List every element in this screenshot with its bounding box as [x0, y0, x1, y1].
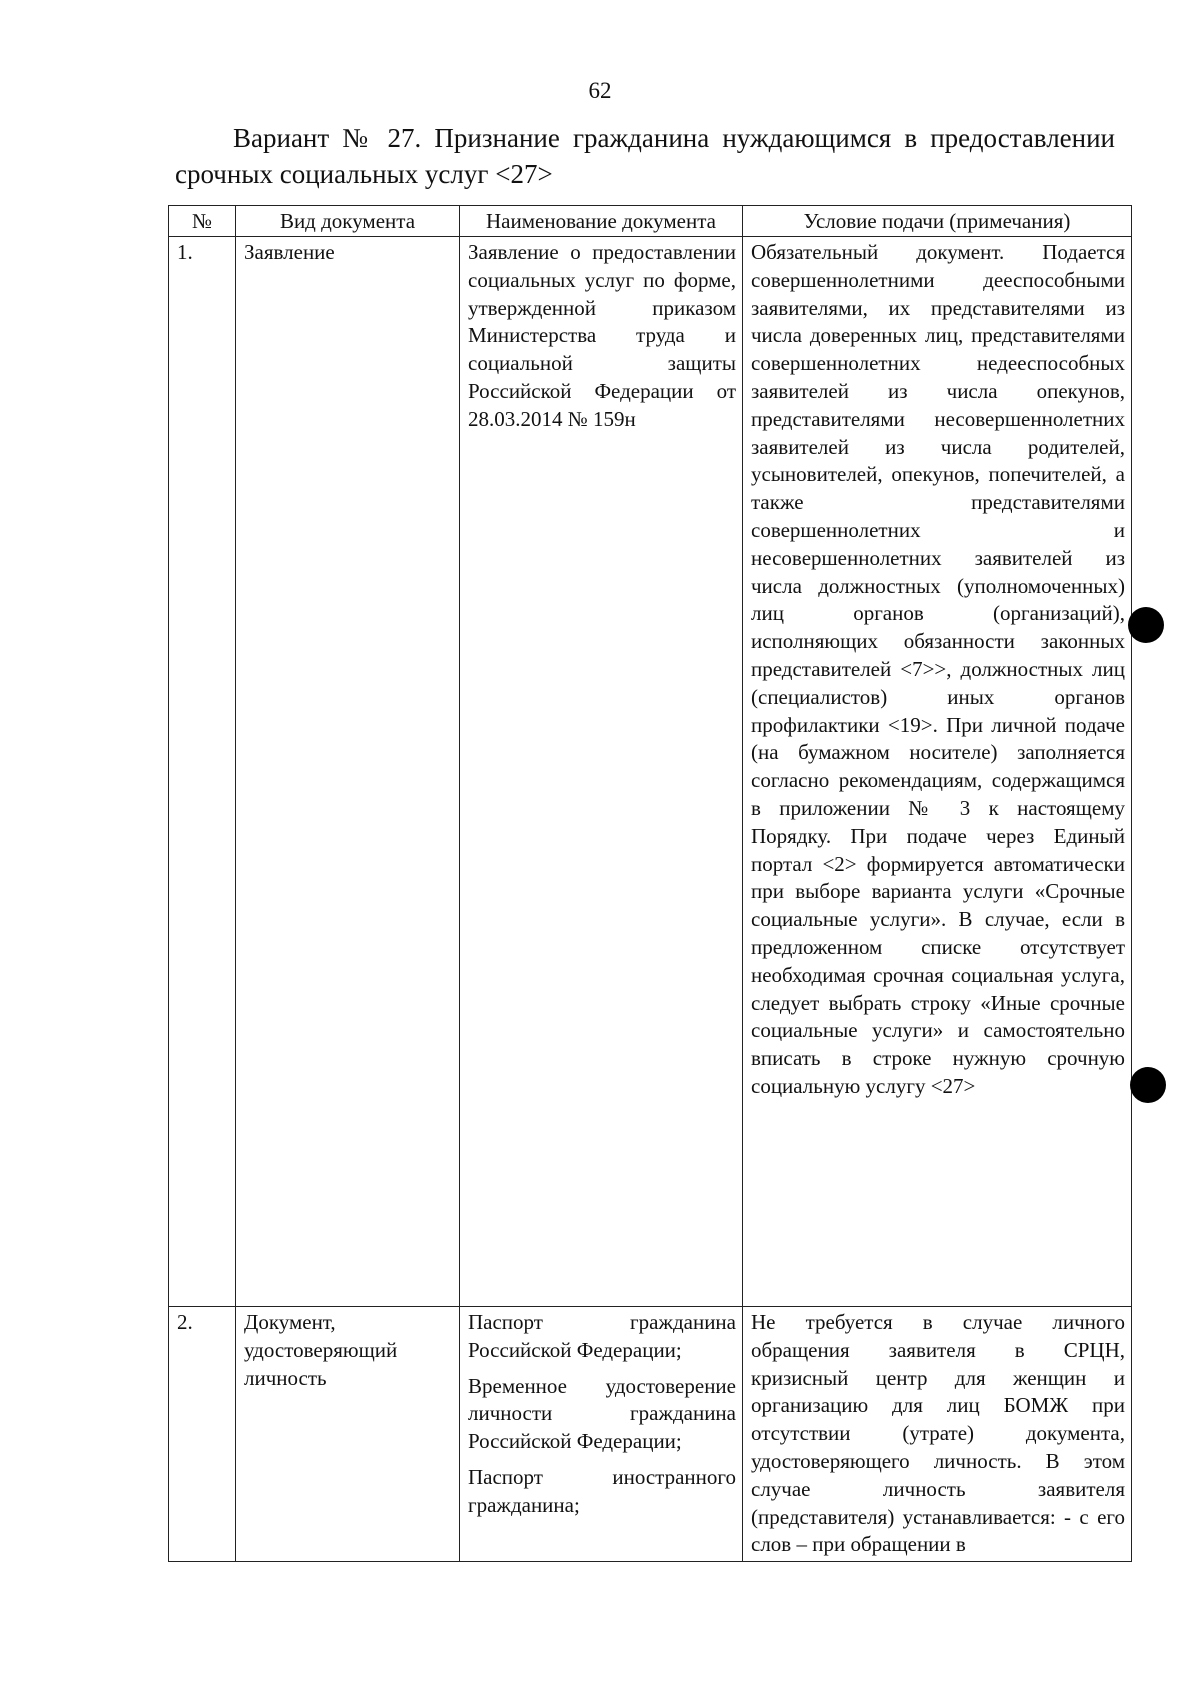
- punch-hole-mark: [1128, 607, 1164, 643]
- cell-condition: Не требуется в случае личного обращения заявителя в СРЦН, кризисный центр для женщин и организацию для лиц БОМЖ при отсутствии (утрате) документа, удостоверяющего личность. В этом случае личность заявителя (представителя) устанавливается: - с его слов – при обращении в: [743, 1307, 1132, 1562]
- cell-num: 2.: [169, 1307, 236, 1562]
- cell-doc-type: Заявление: [236, 237, 460, 1307]
- doc-name-item: Временное удостоверение личности гражданина Российской Федерации;: [468, 1373, 736, 1454]
- header-condition: Условие подачи (примечания): [743, 206, 1132, 237]
- table-header-row: [169, 206, 1132, 237]
- document-title: Вариант № 27. Признание гражданина нуждающимся в предоставлении срочных социальных услуг <27>: [175, 123, 1115, 189]
- header-doc-type: Вид документа: [236, 206, 460, 237]
- header-doc-name: Наименование документа: [460, 206, 743, 237]
- cell-num: 1.: [169, 237, 236, 1307]
- header-num: №: [169, 206, 236, 237]
- documents-table: [168, 205, 1132, 1562]
- doc-name-item: Паспорт гражданина Российской Федерации;: [468, 1310, 736, 1362]
- doc-name-item: Паспорт иностранного гражданина;: [468, 1464, 736, 1517]
- cell-condition: Обязательный документ. Подается совершеннолетними дееспособными заявителями, их представителями из числа доверенных лиц, представителями совершеннолетних недееспособных заявителей из числа опекунов, представителями несовершеннолетних заявителей из числа родителей, усыновителей, опекунов, попечителей, а также представителями совершеннолетних и несовершеннолетних заявителей из числа должностных (уполномоченных) лиц органов (организаций), исполняющих обязанности законных представителей <7>>, должностных лиц (специалистов) иных органов профилактики <19>. При личной подаче (на бумажном носителе) заполняется согласно рекомендациям, содержащимся в приложении № 3 к настоящему Порядку. При подаче через Единый портал <2> формируется автоматически при выборе варианта услуги «Срочные социальные услуги». В случае, если в предложенном списке отсутствует необходимая срочная социальная услуга, следует выбрать строку «Иные срочные социальные услуги» и самостоятельно вписать в строке нужную срочную социальную услугу <27>: [743, 237, 1132, 1307]
- doc-name-item: Заявление о предоставлении социальных услуг по форме, утвержденной приказом Министерства труда и социальной защиты Российской Федерации от 28.03.2014 № 159н: [468, 240, 736, 431]
- cell-doc-type: Документ, удостоверяющий личность: [236, 1307, 460, 1562]
- cell-doc-name: [460, 237, 743, 1307]
- page-number: 62: [588, 78, 612, 103]
- cell-doc-name: [460, 1307, 743, 1562]
- punch-hole-mark: [1130, 1067, 1166, 1103]
- table-row: [169, 237, 1132, 1307]
- table-row: [169, 1307, 1132, 1562]
